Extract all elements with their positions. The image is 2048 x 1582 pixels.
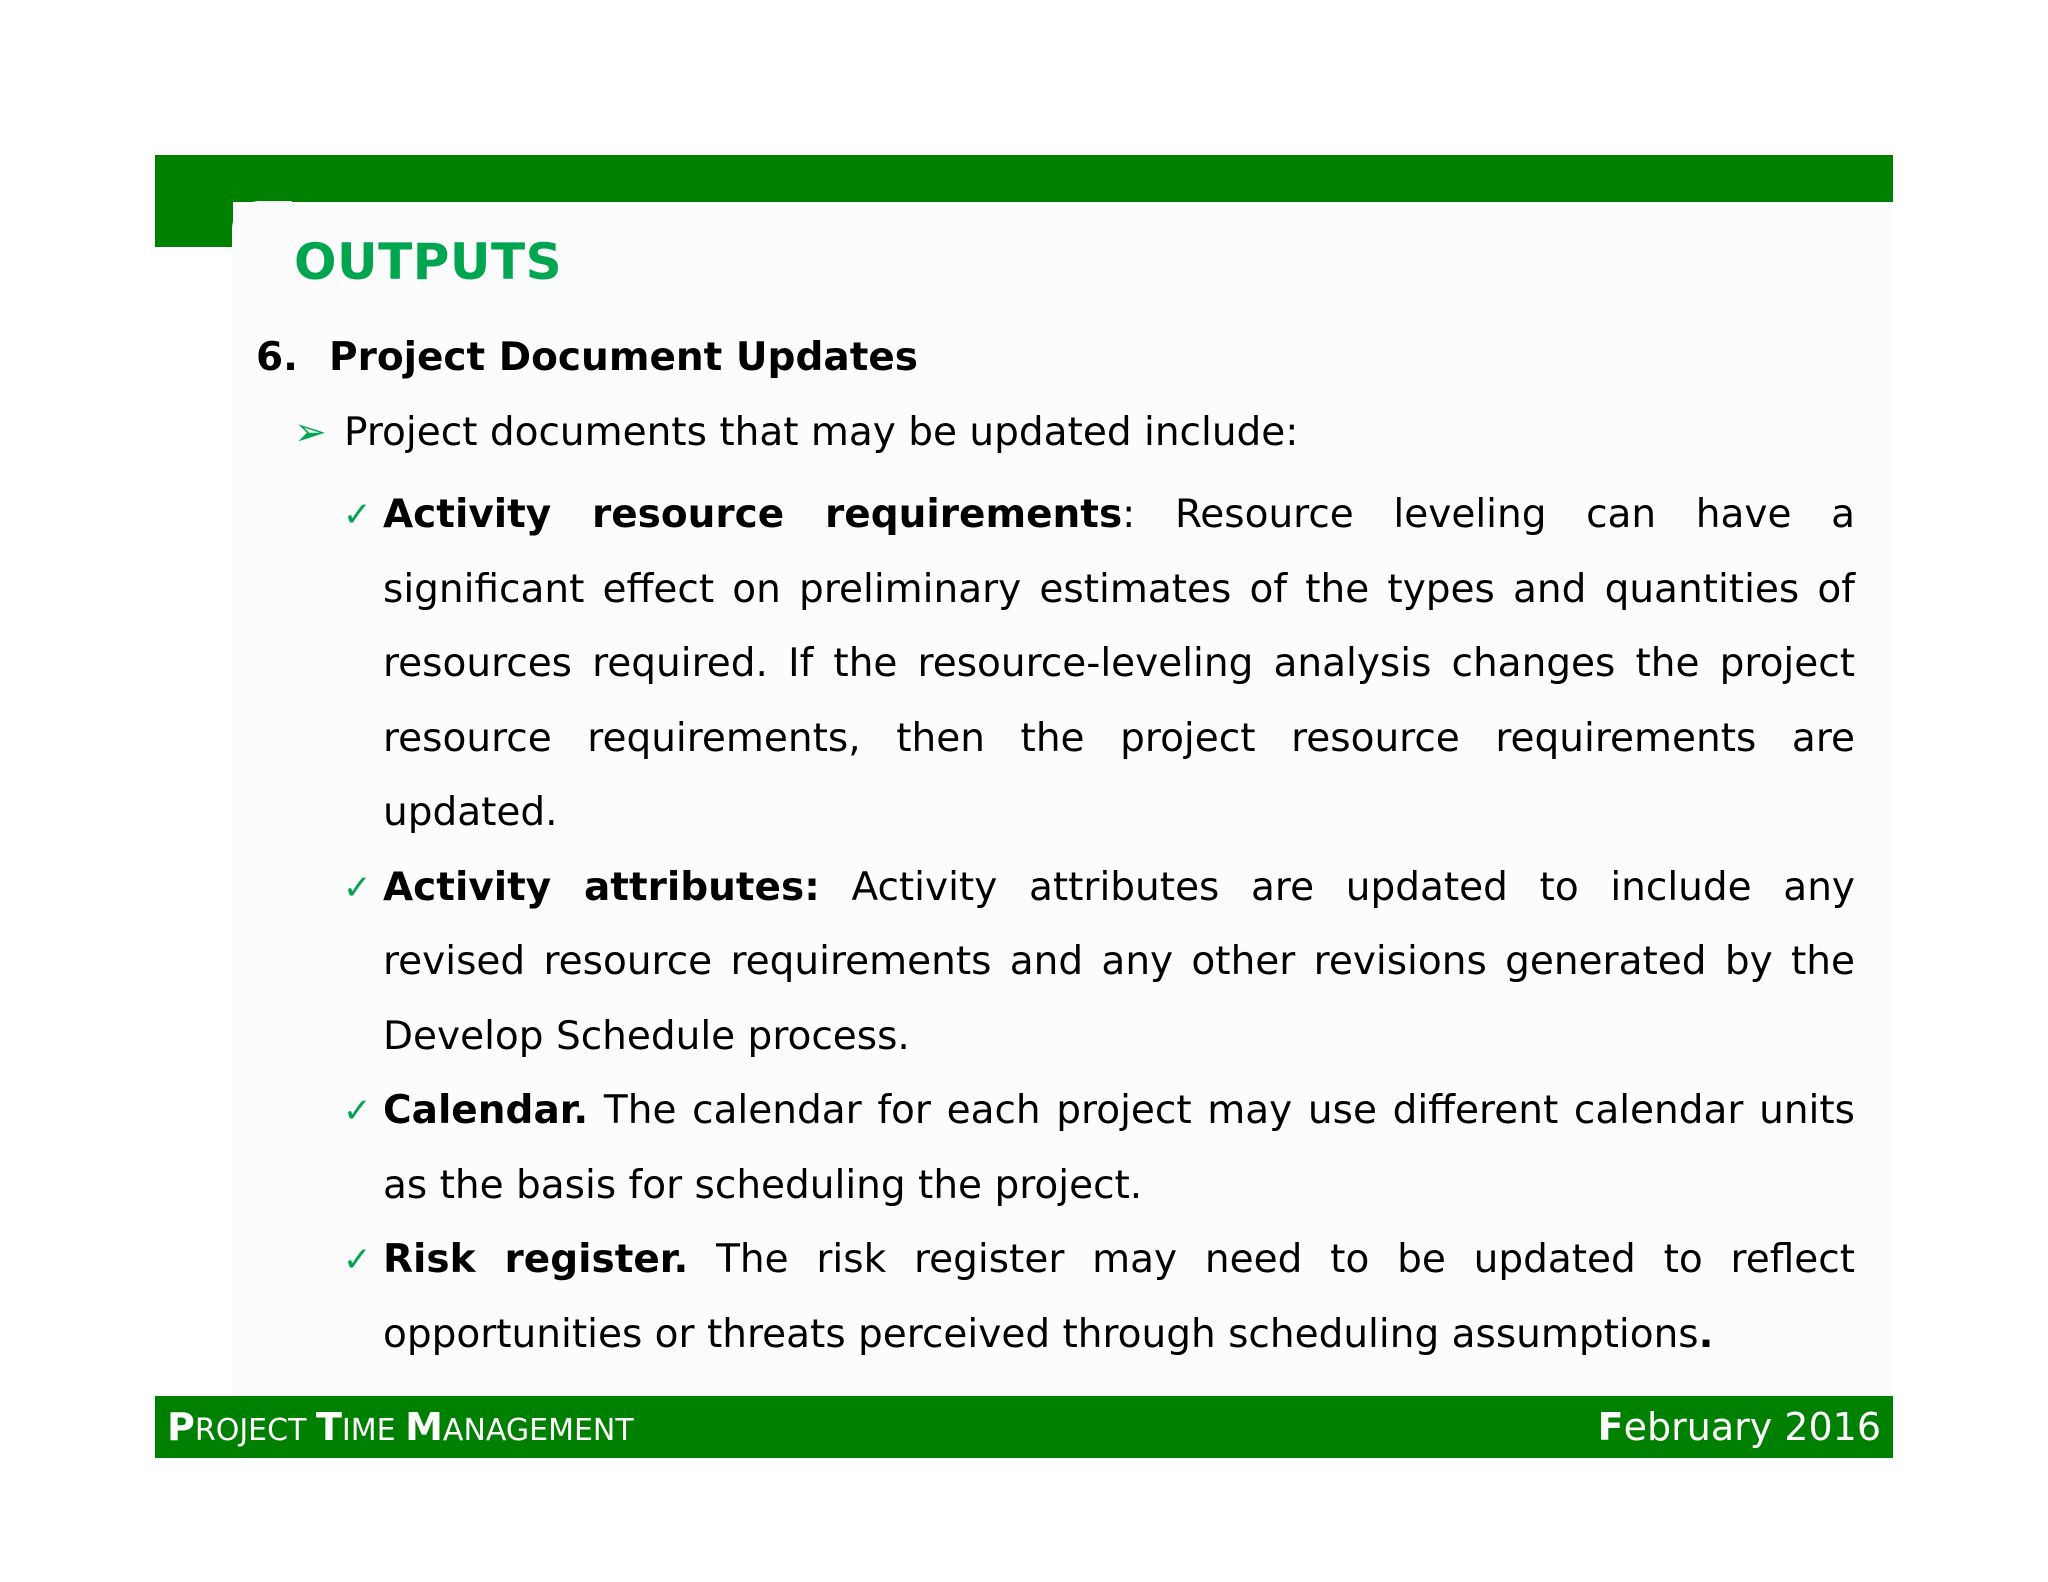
list-item [343, 1074, 1855, 1223]
intro-text: Project documents that may be updated include: [344, 410, 1299, 455]
footer-bar [155, 1396, 1893, 1458]
list-item [343, 1223, 1855, 1372]
item-label: Activity attributes: [383, 864, 820, 910]
header-curve [232, 201, 292, 247]
list-item [343, 851, 1855, 1075]
update-list [343, 478, 1855, 1372]
header-tab [155, 155, 233, 247]
section-heading-text: Project Document Updates [329, 335, 919, 380]
intro-bullet [294, 407, 1298, 459]
slide-title: OUTPUTS [294, 233, 563, 291]
arrow-bullet-icon: ➢ [294, 410, 327, 455]
footer-date [1598, 1396, 1881, 1458]
list-item [343, 478, 1855, 851]
check-icon: ✓ [343, 867, 372, 908]
check-icon: ✓ [343, 1091, 372, 1131]
footer-date-rest: ebruary 2016 [1623, 1405, 1881, 1449]
item-paragraph [383, 1223, 1855, 1372]
item-paragraph [383, 851, 1855, 1075]
item-separator [688, 1237, 716, 1282]
section-heading [256, 332, 918, 384]
item-separator [820, 865, 852, 910]
item-label: Calendar. [383, 1088, 589, 1133]
item-text: Activity attributes are updated to include any revised resource requirements and any other revisions generated by the Develop Schedule process. [383, 864, 1855, 1059]
item-text: The risk register may need to be updated to reflect opportunities or threats perceived through scheduling assumptions [383, 1237, 1855, 1357]
item-label: Risk register. [383, 1237, 689, 1282]
item-label: Activity resource requirements [383, 492, 1123, 537]
section-number: 6. [256, 335, 298, 380]
item-separator: : [1122, 492, 1175, 537]
footer-cap: M [405, 1405, 443, 1449]
item-paragraph [383, 478, 1855, 851]
footer-rest: ANAGEMENT [442, 1413, 634, 1448]
footer-date-cap: F [1597, 1405, 1624, 1449]
item-paragraph [383, 1074, 1855, 1223]
item-text: The calendar for each project may use different calendar units as the basis for scheduling the project. [383, 1088, 1855, 1208]
footer-cap: T [315, 1405, 342, 1449]
footer-course-title [167, 1396, 634, 1462]
footer-rest: IME [341, 1413, 406, 1448]
footer-cap: P [167, 1405, 195, 1449]
header-bar [155, 155, 1893, 202]
item-text: Resource leveling can have a significant effect on preliminary estimates of the types and quantities of resources required. If the resource-leveling analysis changes the project resource requirements, then the project resource requirements are updated. [383, 492, 1855, 835]
check-icon: ✓ [343, 1240, 372, 1280]
check-icon: ✓ [343, 495, 372, 535]
item-tail: . [1698, 1311, 1714, 1357]
footer-rest: ROJECT [194, 1413, 316, 1448]
item-separator [588, 1088, 604, 1133]
